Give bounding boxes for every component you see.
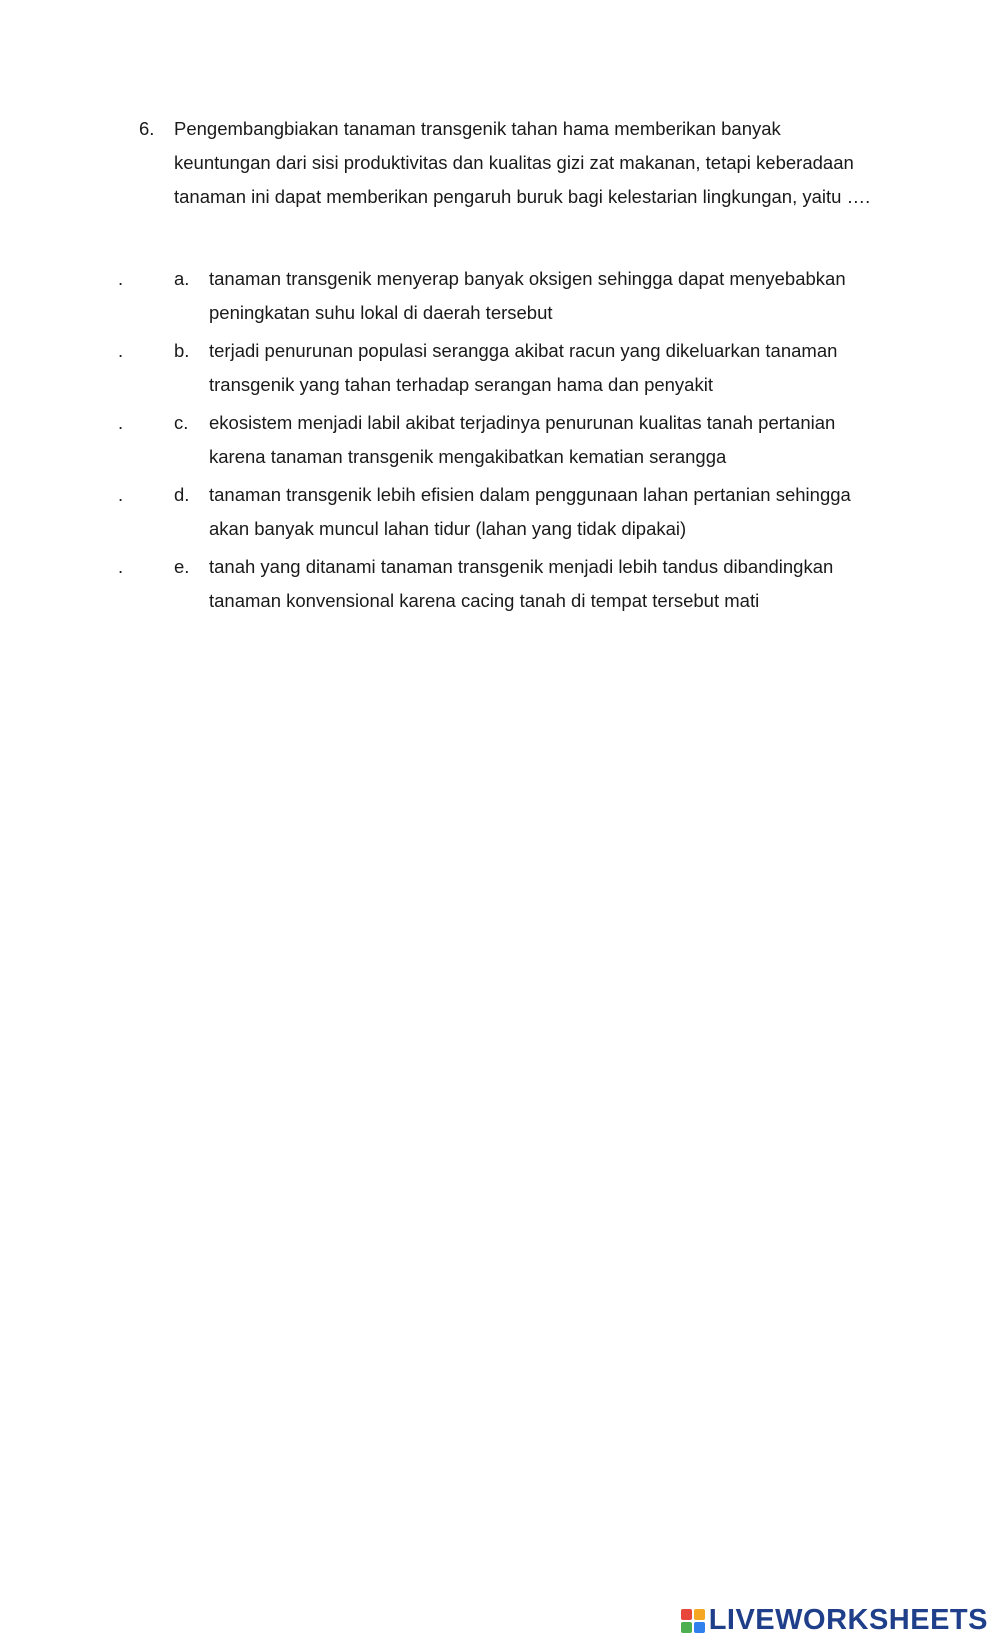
option-b xyxy=(0,334,1000,406)
option-e xyxy=(0,550,1000,622)
option-d xyxy=(0,478,1000,550)
question-number: 6. xyxy=(139,118,155,139)
option-d-selector[interactable]: . xyxy=(118,484,124,505)
option-c-text: ekosistem menjadi labil akibat terjadinya penurunan kualitas tanah pertanian karena tanaman transgenik mengakibatkan kematian serangga xyxy=(209,412,836,467)
option-b-selector[interactable]: . xyxy=(118,340,124,361)
logo-square-3 xyxy=(681,1622,692,1633)
logo-square-4 xyxy=(694,1622,705,1633)
option-e-letter: e. xyxy=(174,556,190,577)
logo-square-2 xyxy=(694,1609,705,1620)
option-c xyxy=(0,406,1000,478)
question-text: Pengembangbiakan tanaman transgenik tahan hama memberikan banyak keuntungan dari sisi produktivitas dan kualitas gizi zat makanan, tetapi keberadaan tanaman ini dapat memberikan pengaruh buruk bagi kelestarian lingkungan, yaitu …. xyxy=(174,118,871,207)
liveworksheets-logo-icon xyxy=(681,1609,705,1633)
option-e-selector[interactable]: . xyxy=(118,556,124,577)
option-b-text: terjadi penurunan populasi serangga akibat racun yang dikeluarkan tanaman transgenik yang tahan terhadap serangan hama dan penyakit xyxy=(209,340,838,395)
option-a-selector[interactable]: . xyxy=(118,268,124,289)
option-d-letter: d. xyxy=(174,484,190,505)
option-b-letter: b. xyxy=(174,340,190,361)
answer-options xyxy=(0,262,1000,622)
liveworksheets-logo xyxy=(681,1606,988,1635)
option-c-selector[interactable]: . xyxy=(118,412,124,433)
option-e-text: tanah yang ditanami tanaman transgenik menjadi lebih tandus dibandingkan tanaman konvensional karena cacing tanah di tempat tersebut mati xyxy=(209,556,834,611)
option-d-text: tanaman transgenik lebih efisien dalam penggunaan lahan pertanian sehingga akan banyak muncul lahan tidur (lahan yang tidak dipakai) xyxy=(209,484,851,539)
option-c-letter: c. xyxy=(174,412,189,433)
option-a-text: tanaman transgenik menyerap banyak oksigen sehingga dapat menyebabkan peningkatan suhu lokal di daerah tersebut xyxy=(209,268,846,323)
logo-square-1 xyxy=(681,1609,692,1620)
option-a-letter: a. xyxy=(174,268,190,289)
brand-name: LIVEWORKSHEETS xyxy=(708,1604,988,1636)
option-a xyxy=(0,262,1000,334)
